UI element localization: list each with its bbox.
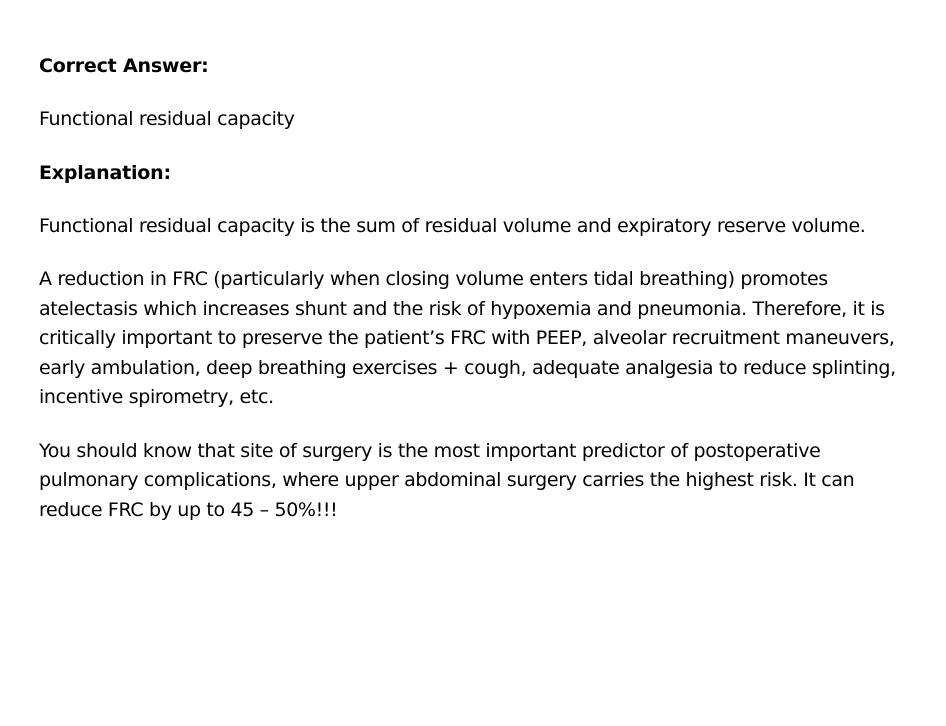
explanation-heading: Explanation: bbox=[39, 161, 171, 184]
explanation-paragraph-2: A reduction in FRC (particularly when closing volume enters tidal breathing) promotes atelectasis which increases shunt and the risk of hypoxemia and pneumonia. Therefore, it is critically important to preserve the patient’s FRC with PEEP, alveolar recruitment maneuvers, early ambulation, deep breathing exercises + cough, adequate analgesia to reduce splinting, incentive spirometry, etc. bbox=[39, 268, 896, 408]
correct-answer-heading: Correct Answer: bbox=[39, 55, 209, 77]
explanation-paragraph-1: Functional residual capacity is the sum of residual volume and expiratory reserve volume. bbox=[39, 214, 866, 237]
correct-answer-text: Functional residual capacity bbox=[39, 108, 295, 130]
explanation-paragraph-3: You should know that site of surgery is the most important predictor of postoperative pulmonary complications, where upper abdominal surgery carries the highest risk. It can reduce FRC by up to 45 – 50%!!! bbox=[39, 439, 855, 521]
